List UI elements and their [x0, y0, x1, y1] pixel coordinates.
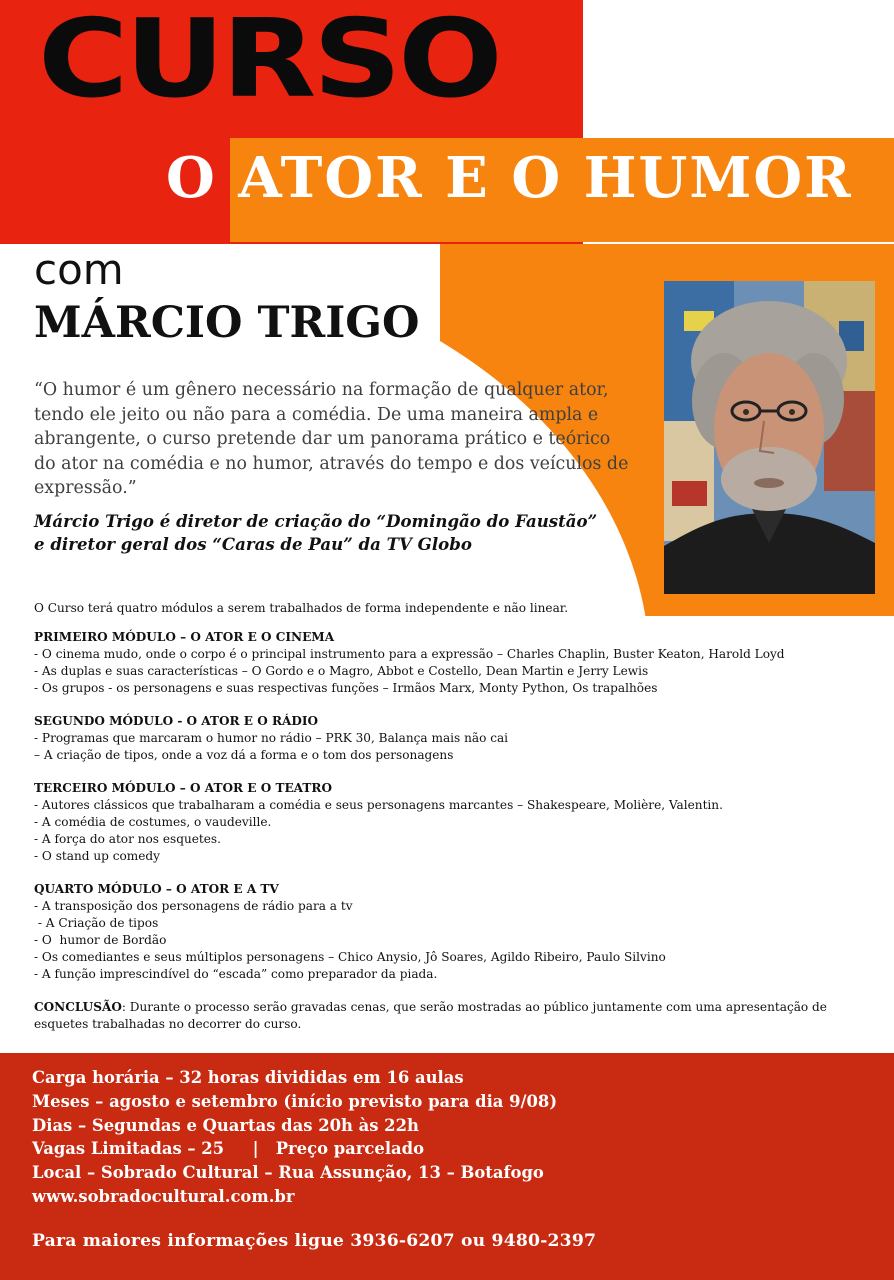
- course-intro: O Curso terá quatro módulos a serem trabalhados de forma independente e não linear.: [34, 601, 569, 615]
- list-item: - Os grupos - os personagens e suas respectivas funções – Irmãos Marx, Monty Python, Os trapalhões: [34, 681, 658, 695]
- module-2: [34, 713, 864, 764]
- list-item: - O humor de Bordão: [34, 933, 167, 947]
- list-item: - O cinema mudo, onde o corpo é o principal instrumento para a expressão – Charles Chaplin, Buster Keaton, Harold Loyd: [34, 647, 785, 661]
- presenter-prefix: com: [34, 245, 124, 294]
- conclusion: [34, 999, 864, 1033]
- course-subtitle: O ATOR E O HUMOR: [166, 145, 853, 211]
- list-item: - Autores clássicos que trabalharam a comédia e seus personagens marcantes – Shakespeare, Molière, Valentin.: [34, 798, 723, 812]
- list-item: - Programas que marcaram o humor no rádio – PRK 30, Balança mais não cai: [34, 731, 509, 745]
- module-title: QUARTO MÓDULO – O ATOR E A TV: [34, 882, 279, 896]
- list-item: - A transposição dos personagens de rádio para a tv: [34, 899, 353, 913]
- page-title: CURSO: [38, 0, 500, 122]
- course-details: [32, 1066, 557, 1209]
- list-item: - A força do ator nos esquetes.: [34, 832, 221, 846]
- presenter-photo: [664, 281, 875, 594]
- list-item: – A criação de tipos, onde a voz dá a forma e o tom dos personagens: [34, 748, 454, 762]
- course-content: [34, 600, 864, 1033]
- course-quote: “O humor é um gênero necessário na formação de qualquer ator, tendo ele jeito ou não para a comédia. De uma maneira ampla e abrangente, o curso pretende dar um panorama prático e teórico do ator na comédia e no humor, através do tempo e dos veículos de expressão.”: [34, 380, 629, 498]
- contact-info: Para maiores informações ligue 3936-6207 ou 9480-2397: [32, 1231, 597, 1251]
- website-link[interactable]: www.sobradocultural.com.br: [32, 1186, 295, 1206]
- course-location: Local – Sobrado Cultural – Rua Assunção, 13 – Botafogo: [32, 1163, 544, 1183]
- course-vacancies: Vagas Limitadas – 25 | Preço parcelado: [32, 1139, 425, 1159]
- list-item: - A função imprescindível do “escada” como preparador da piada.: [34, 967, 438, 981]
- list-item: - O stand up comedy: [34, 849, 160, 863]
- presenter-name: MÁRCIO TRIGO: [34, 298, 420, 348]
- conclusion-text: : Durante o processo serão gravadas cenas, que serão mostradas ao público juntamente com uma apresentação de esquetes trabalhadas no decorrer do curso.: [34, 1000, 827, 1031]
- bio-line-2: e diretor geral dos “Caras de Pau” da TV Globo: [34, 534, 472, 554]
- presenter-bio: [34, 510, 654, 556]
- module-title: TERCEIRO MÓDULO – O ATOR E O TEATRO: [34, 781, 332, 795]
- module-title: PRIMEIRO MÓDULO – O ATOR E O CINEMA: [34, 630, 335, 644]
- list-item: - Os comediantes e seus múltiplos personagens – Chico Anysio, Jô Soares, Agildo Ribeiro, Paulo Silvino: [34, 950, 666, 964]
- course-hours: Carga horária – 32 horas divididas em 16 aulas: [32, 1068, 464, 1087]
- module-4: [34, 881, 864, 983]
- course-days: Dias – Segundas e Quartas das 20h às 22h: [32, 1115, 419, 1135]
- module-3: [34, 780, 864, 865]
- list-item: - A Criação de tipos: [34, 916, 159, 930]
- list-item: - As duplas e suas características – O Gordo e o Magro, Abbot e Costello, Dean Martin e Jerry Lewis: [34, 664, 649, 678]
- bio-line-1: Márcio Trigo é diretor de criação do “Domingão do Faustão”: [34, 511, 598, 531]
- module-title: SEGUNDO MÓDULO - O ATOR E O RÁDIO: [34, 714, 319, 728]
- course-months: Meses – agosto e setembro (início previsto para dia 9/08): [32, 1091, 558, 1111]
- list-item: - A comédia de costumes, o vaudeville.: [34, 815, 272, 829]
- module-1: [34, 629, 864, 697]
- conclusion-label: CONCLUSÃO: [34, 1000, 122, 1014]
